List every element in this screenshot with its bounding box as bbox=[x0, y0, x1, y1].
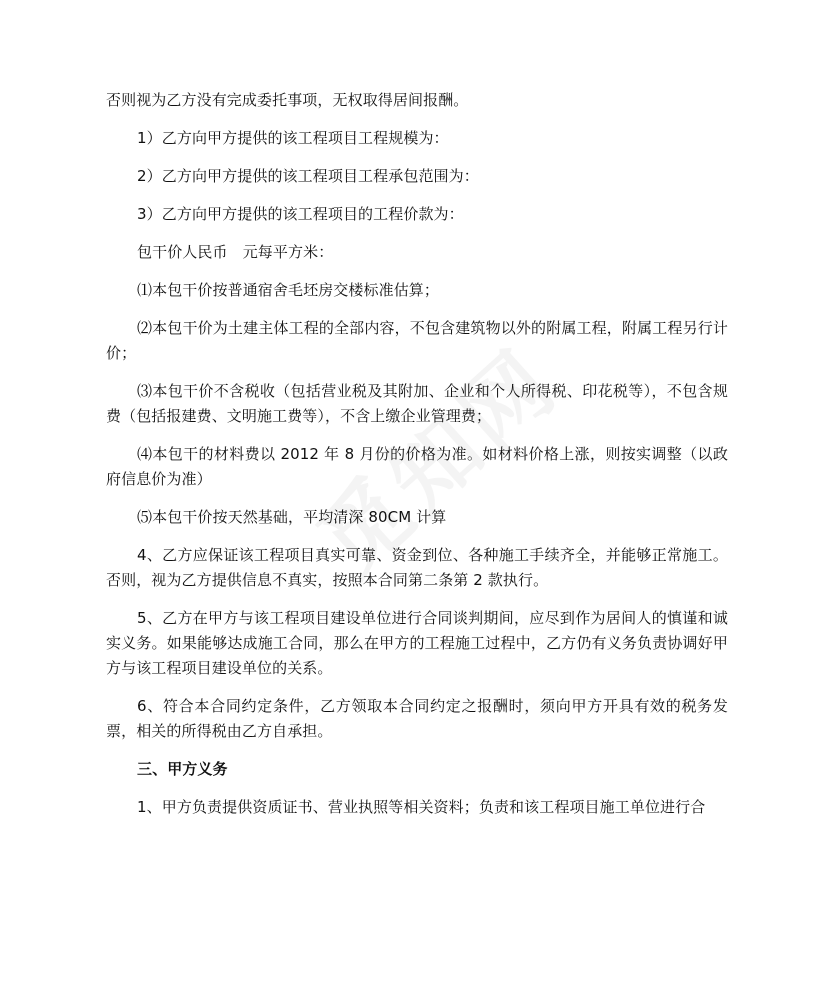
paragraph-obligation-5: 5、乙方在甲方与该工程项目建设单位进行合同谈判期间，应尽到作为居间人的慎谨和诚实义务。如果能够达成施工合同，那么在甲方的工程施工过程中，乙方仍有义务负责协调好甲方与该工程项目建设单位的关系。 bbox=[106, 609, 728, 677]
paragraph-continuation: 否则视为乙方没有完成委托事项，无权取得居间报酬。 bbox=[106, 91, 469, 109]
paragraph-obligation-6: 6、符合本合同约定条件，乙方领取本合同约定之报酬时，须向甲方开具有效的税务发票，相关的所得税由乙方自承担。 bbox=[106, 697, 728, 740]
paragraph-clause-2: ⑵本包干价为土建主体工程的全部内容，不包含建筑物以外的附属工程，附属工程另行计价； bbox=[106, 319, 728, 362]
paragraph-item-1: 1）乙方向甲方提供的该工程项目工程规模为： bbox=[137, 129, 449, 147]
paragraph-clause-5: ⑸本包干价按天然基础，平均清深 80CM 计算 bbox=[137, 508, 447, 526]
paragraph-item-2: 2）乙方向甲方提供的该工程项目工程承包范围为： bbox=[137, 167, 479, 185]
paragraph-clause-4: ⑷本包干的材料费以 2012 年 8 月份的价格为准。如材料价格上涨，则按实调整（以政府信息价为准） bbox=[106, 445, 728, 488]
paragraph-clause-1: ⑴本包干价按普通宿舍毛坯房交楼标准估算； bbox=[137, 281, 440, 299]
document-body bbox=[106, 88, 728, 833]
section-heading-party-a-obligations: 三、甲方义务 bbox=[137, 760, 228, 778]
paragraph-price: 包干价人民币 元每平方米： bbox=[137, 243, 334, 261]
paragraph-item-3: 3）乙方向甲方提供的该工程项目的工程价款为： bbox=[137, 205, 464, 223]
paragraph-party-a-obligation-1: 1、甲方负责提供资质证书、营业执照等相关资料；负责和该工程项目施工单位进行合 bbox=[137, 798, 706, 816]
paragraph-obligation-4: 4、乙方应保证该工程项目真实可靠、资金到位、各种施工手续齐全，并能够正常施工。否则，视为乙方提供信息不真实，按照本合同第二条第 2 款执行。 bbox=[106, 546, 728, 589]
paragraph-clause-3: ⑶本包干价不含税收（包括营业税及其附加、企业和个人所得税、印花税等），不包含规费（包括报建费、文明施工费等），不含上缴企业管理费； bbox=[106, 382, 728, 425]
